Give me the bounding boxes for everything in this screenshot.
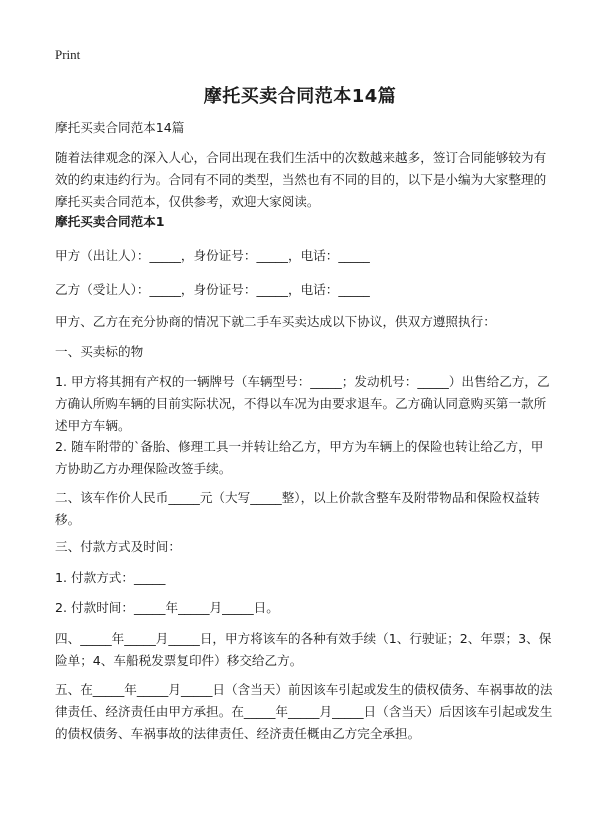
print-link[interactable]: Print [55, 47, 81, 62]
party-b-line: 乙方（受让人）：_____，身份证号：_____，电话：_____ [55, 282, 370, 297]
intro-paragraph: 随着法律观念的深入人心，合同出现在我们生活中的次数越来越多，签订合同能够较为有效的约束违约行为。合同有不同的类型，当然也有不同的目的，以下是小编为大家整理的摩托买卖合同范本，仅供参考，欢迎大家阅读。 [55, 150, 547, 209]
section-4-paragraph: 四、_____年_____月_____日，甲方将该车的各种有效手续（1、行驶证；2、年票；3、保险单；4、车船税发票复印件）移交给乙方。 [55, 631, 552, 668]
section-2-paragraph: 二、该车作价人民币_____元（大写_____整），以上价款含整车及附带物品和保险权益转移。 [55, 490, 540, 527]
page-title: 摩托买卖合同范本14篇 [203, 86, 397, 107]
contract-heading: 摩托买卖合同范本1 [55, 214, 165, 229]
section-1-title: 一、买卖标的物 [55, 344, 144, 359]
section-5-paragraph: 五、在_____年_____月_____日（含当天）前因该车引起或发生的债权债务、车祸事故的法律责任、经济责任由甲方承担。在_____年_____月_____日（含当天）后因该车引起或发生的债权债务、车祸事故的法律责任、经济责任概由乙方完全承担。 [55, 682, 553, 741]
intro-subtitle: 摩托买卖合同范本14篇 [55, 120, 185, 135]
item-2-paragraph: 2. 随车附带的`备胎、修理工具一并转让给乙方，甲方为车辆上的保险也转让给乙方，甲方协助乙方办理保险改签手续。 [55, 439, 544, 476]
payment-method-line: 1. 付款方式：_____ [55, 570, 166, 585]
payment-time-line: 2. 付款时间：_____年_____月_____日。 [55, 600, 279, 615]
agreement-line: 甲方、乙方在充分协商的情况下就二手车买卖达成以下协议，供双方遵照执行： [55, 314, 496, 329]
item-1-paragraph: 1. 甲方将其拥有产权的一辆牌号（车辆型号：_____；发动机号：_____）出售给乙方，乙方确认所购车辆的目前实际状况，不得以车况为由要求退车。乙方确认同意购买第一款所述甲方车辆。 [55, 374, 550, 433]
party-a-line: 甲方（出让人）：_____，身份证号：_____，电话：_____ [55, 248, 370, 263]
section-3-title: 三、付款方式及时间： [55, 539, 181, 554]
